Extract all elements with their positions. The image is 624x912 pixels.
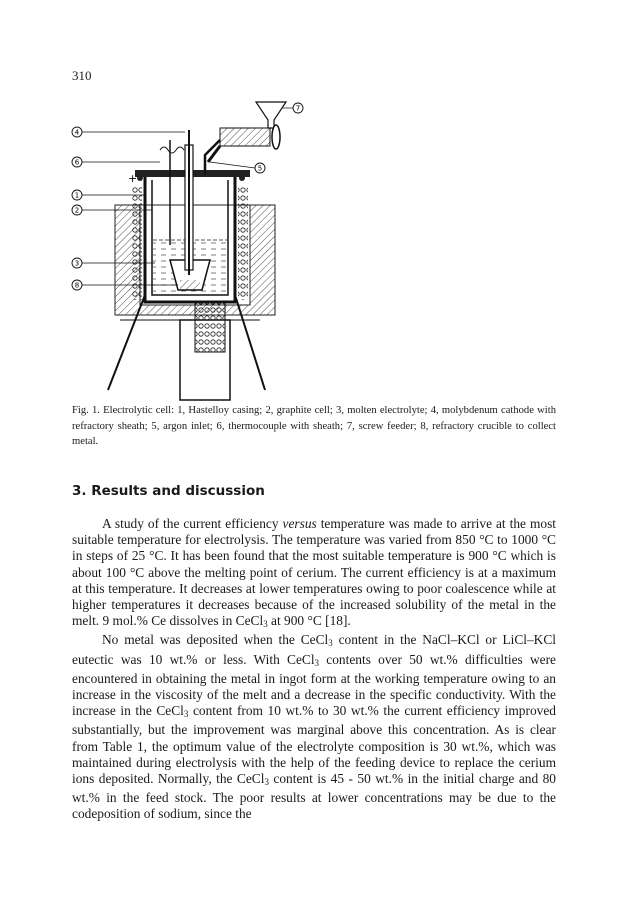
heating-coil-right [238,185,248,300]
heating-coil-left [132,185,142,300]
electrolytic-cell-figure [60,90,390,410]
callout-6 [72,157,160,167]
callout-label-2: 2 [74,206,80,215]
paragraph-2-subscript-2: 3 [314,657,320,668]
collected-metal [180,280,200,290]
callout-label-3: 3 [74,259,80,268]
bolt-right [239,175,245,181]
paragraph-2-text-b: content in the NaCl–KCl or LiCl–KCl eutectic was 10 wt.% or less. With CeCl [72,632,557,667]
screw-feeder [208,102,286,162]
paragraph-2-subscript-3: 3 [183,709,189,720]
paragraph-2-text-e: content is 45 - 50 wt.% in the initial charge and 80 wt.% in the feed stock. The poor results at lower concentrations may be due to the codeposition of sodium, since the [72,771,556,822]
callout-label-6: 6 [74,158,80,167]
paragraph-1-emphasis: versus [282,516,317,531]
body-text [72,516,556,823]
section-heading: 3. Results and discussion [72,483,265,499]
paragraph-2 [72,632,556,822]
paragraph-2-text-c: contents over 50 wt.% difficulties were encountered in obtaining the metal in ingot form at the working temperature owing to an increase in the viscosity of the melt and a decrease in the specific conductivity. With the increase in the CeCl [72,651,556,719]
electrolytic-cell-diagram [60,90,390,410]
paragraph-1-subscript: 3 [263,619,268,630]
callout-label-1: 1 [74,191,80,200]
drain-coil [195,302,225,352]
figure-caption: Fig. 1. Electrolytic cell: 1, Hastelloy casing; 2, graphite cell; 3, molten electrolyte; 4, molybdenum cathode with refractory sheath; 5, argon inlet; 6, thermocouple with sheath; 7, screw feeder; 8, refractory crucible to collect metal. [72,405,556,448]
callout-label-8: 8 [74,281,80,290]
callout-7 [282,103,303,113]
paragraph-2-subscript-4: 3 [264,777,269,788]
callout-label-4: 4 [74,128,80,137]
callout-label-5: 5 [257,164,263,173]
callout-4 [72,127,185,137]
bolt-left [137,175,143,181]
page-number: 310 [72,68,92,83]
paragraph-1-text-b: temperature was made to arrive at the most suitable temperature for electrolysis. The temperature was varied from 850 °C to 1000 °C in steps of 25 °C. It has been found that the most suitable temperature is 900 °C which is about 100 °C above the melting point of cerium. The current efficiency is at a maximum at this temperature. It decreases at lower temperatures owing to poor coalescence while at higher temperatures it decreases because of the increased solubility of the metal in the melt. 9 mol.% Ce dissolves in CeCl [72,516,556,629]
paragraph-2-text-d: content from 10 wt.% to 30 wt.% the current efficiency improved substantially, but the improvement was marginal above this concentration. As is clear from Table 1, the optimum value of the electrolyte composition is 30 wt.%, which was maintained during electrolysis with the help of the feeding device to replace the cerium ions deposited. Normally, the CeCl [72,703,556,787]
thermocouple-leads [160,147,184,153]
plus-sign: + [128,172,138,185]
paragraph-2-text-a: No metal was deposited when the CeCl [102,632,329,648]
paragraph-1-text-c: at 900 °C [18]. [267,613,351,629]
paragraph-2-subscript-1: 3 [328,638,333,649]
callout-label-7: 7 [295,104,301,113]
paragraph-1-text-a: A study of the current efficiency [102,516,283,531]
paragraph-1 [72,516,556,632]
